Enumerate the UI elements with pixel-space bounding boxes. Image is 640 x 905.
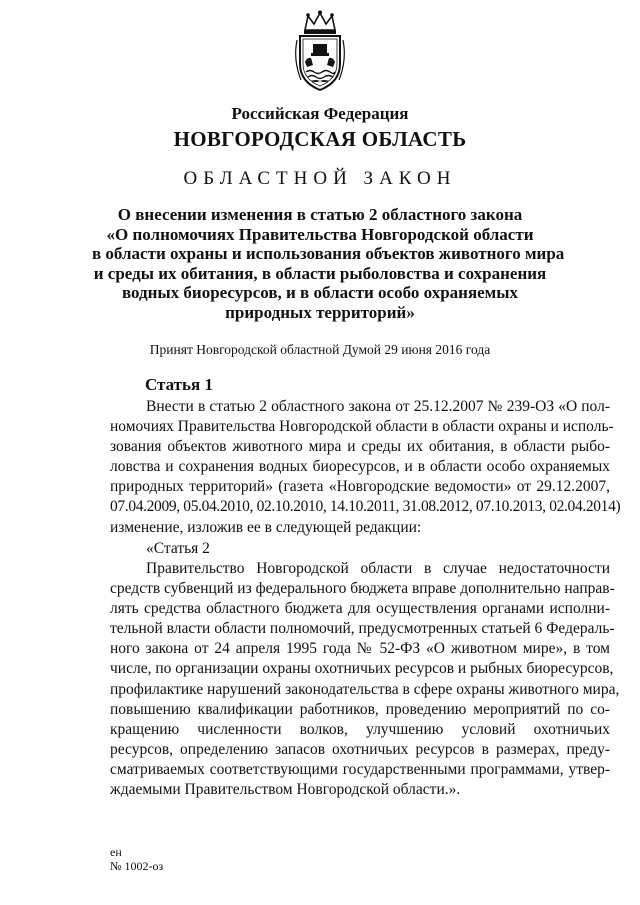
region-name: НОВГОРОДСКАЯ ОБЛАСТЬ: [173, 127, 467, 151]
quoted-heading: «Статья 2: [146, 540, 210, 557]
paragraph-line: профилактике нарушений законодательства в сфере охраны животного мира,: [110, 680, 620, 698]
paragraph-line: 07.04.2009, 05.04.2010, 02.10.2010, 14.10.2011, 31.08.2012, 07.10.2013, 02.04.2014): [110, 498, 621, 516]
law-title: [92, 205, 565, 323]
paragraph-line: средств субвенций из федерального бюджета вправе дополнительно направ-: [110, 580, 615, 598]
title-line: водных биоресурсов, и в области особо охраняемых: [121, 283, 519, 303]
paragraph-line: числе, по организации охраны охотничьих ресурсов и рыбных биоресурсов,: [110, 660, 614, 678]
title-line: и среды их обитания, в области рыболовства и сохранения: [93, 263, 547, 283]
title-line: «О полномочиях Правительства Новгородской области: [106, 224, 534, 244]
paragraph-line: ждаемыми Правительством Новгородской области.».: [110, 781, 461, 799]
title-line: О внесении изменения в статью 2 областного закона: [117, 205, 523, 224]
document-footer: [110, 845, 163, 873]
paragraph-line: номочиях Правительства Новгородской области в области охраны и исполь-: [110, 418, 614, 436]
paragraph-line: ного закона от 24 апреля 1995 года № 52-ФЗ «О животном мире», в том: [110, 640, 610, 658]
title-line: в области охраны и использования объектов животного мира: [92, 244, 565, 264]
paragraph-line: Правительство Новгородской области в случае недостаточности: [146, 560, 610, 577]
paragraph-line: природных территорий» (газета «Новгородские ведомости» от 29.12.2007,: [110, 478, 610, 496]
executor-initials: ен: [110, 845, 122, 859]
paragraph-line: кращению численности волков, улучшению условий охотничьих: [110, 720, 610, 738]
country-name: Российская Федерация: [231, 104, 409, 123]
paragraph-line: тельной власти области полномочий, предусмотренных статьей 6 Федераль-: [110, 620, 615, 638]
paragraph-line: изменение, изложив ее в следующей редакции:: [110, 518, 422, 536]
registration-number: № 1002-оз: [110, 859, 164, 873]
paragraph-line: Внести в статью 2 областного закона от 25.12.2007 № 239-ОЗ «О пол-: [146, 398, 610, 415]
novgorod-coat-of-arms-icon: [291, 10, 349, 94]
quoted-article-heading: [110, 539, 610, 559]
law-type: ОБЛАСТНОЙ ЗАКОН: [183, 168, 457, 189]
paragraph-line: лять средства областного бюджета для осуществления органами исполни-: [110, 600, 610, 618]
paragraph-line: сматриваемых соответствующими государственными программами, утвер-: [110, 760, 610, 778]
paragraph-line: ресурсов, определению запасов охотничьих ресурсов в размерах, преду-: [110, 740, 610, 758]
title-line: природных территорий»: [225, 302, 415, 322]
quoted-article-paragraph: [110, 559, 620, 800]
article-paragraph: [110, 397, 621, 538]
adoption-note: Принят Новгородской областной Думой 29 июня 2016 года: [149, 342, 491, 357]
paragraph-line: зования объектов животного мира и среды их обитания, в области рыбо-: [110, 438, 610, 456]
article-heading: Статья 1: [145, 375, 213, 394]
paragraph-line: ловства и сохранения водных биоресурсов, и в области особо охраняемых: [110, 458, 610, 476]
paragraph-line: повышению квалификации работников, проведению мероприятий по со-: [110, 700, 610, 718]
